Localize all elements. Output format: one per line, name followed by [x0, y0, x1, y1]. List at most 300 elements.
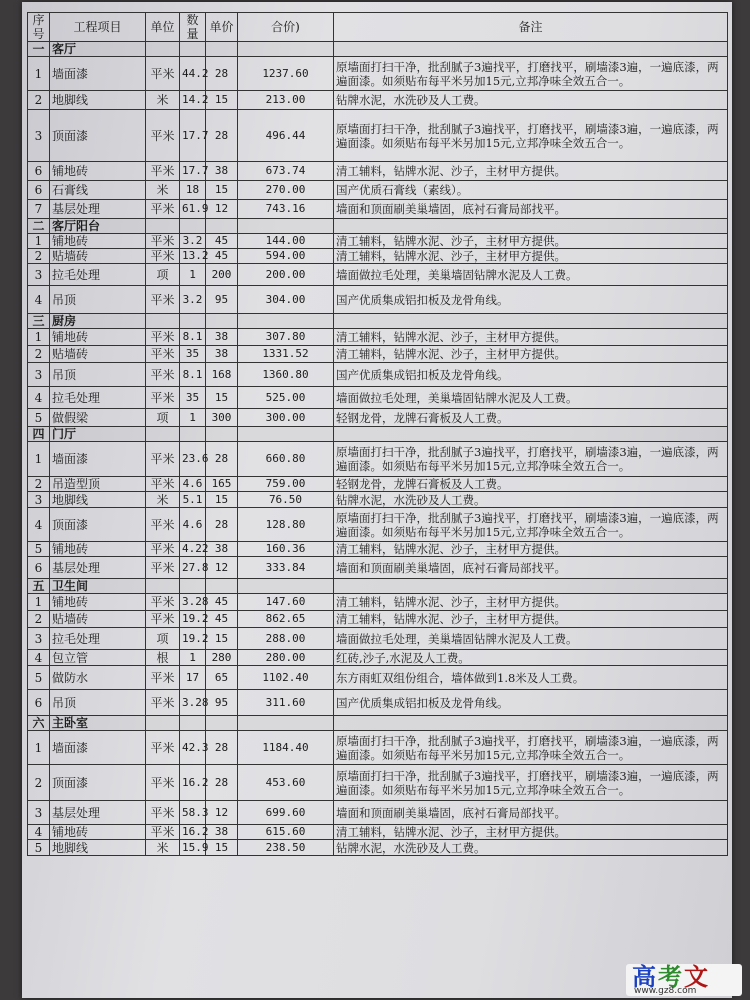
- cell-qty: 13.2: [180, 249, 206, 264]
- cell-qty: 19.2: [180, 628, 206, 650]
- cell-qty: 19.2: [180, 611, 206, 628]
- cell-seq: 5: [28, 840, 50, 856]
- cell-price: 15: [206, 387, 238, 409]
- cell-price: 300: [206, 409, 238, 427]
- cell-item: 顶面漆: [50, 508, 146, 542]
- cell-total: 144.00: [238, 234, 334, 249]
- cell-seq: 4: [28, 825, 50, 840]
- table-row: [28, 731, 728, 765]
- table-row: [28, 508, 728, 542]
- cell-seq: 5: [28, 409, 50, 427]
- cell-unit: 项: [146, 409, 180, 427]
- cell-seq: 1: [28, 329, 50, 346]
- cell-qty: 4.6: [180, 508, 206, 542]
- cell-qty: 27.8: [180, 557, 206, 579]
- cell-total: 525.00: [238, 387, 334, 409]
- cell-qty: 35: [180, 387, 206, 409]
- cell-seq: 6: [28, 181, 50, 200]
- cell-note: 钻牌水泥，水洗砂及人工费。: [334, 91, 728, 110]
- cell-note: 墙面做拉毛处理，美巢墙固钻牌水泥及人工费。: [334, 628, 728, 650]
- cell-price: 280: [206, 650, 238, 666]
- cell-seq: 3: [28, 628, 50, 650]
- cell-note: 清工辅料，钻牌水泥、沙子，主材甲方提供。: [334, 329, 728, 346]
- cell-unit: 平米: [146, 477, 180, 492]
- cell-seq: 3: [28, 264, 50, 286]
- cell-item: 吊顶: [50, 690, 146, 716]
- cell-unit: 平米: [146, 57, 180, 91]
- cell-total: 270.00: [238, 181, 334, 200]
- cell-note: 墙面和顶面刷美巢墙固，底衬石膏局部找平。: [334, 200, 728, 219]
- cell-price: 200: [206, 264, 238, 286]
- cell-total: 453.60: [238, 765, 334, 801]
- cell-note: 墙面做拉毛处理，美巢墙固钻牌水泥及人工费。: [334, 264, 728, 286]
- cell-note: 原墙面打扫干净，批刮腻子3遍找平，打磨找平，刷墙漆3遍，一遍底漆，两遍面漆。如须贴布每平米另加15元,立邦净味全效五合一。: [334, 57, 728, 91]
- cell-item: 铺地砖: [50, 329, 146, 346]
- table-row: [28, 557, 728, 579]
- cell-seq: 5: [28, 666, 50, 690]
- cell-price: 12: [206, 557, 238, 579]
- empty-cell: [180, 716, 206, 731]
- cell-price: 28: [206, 110, 238, 162]
- cell-qty: 8.1: [180, 329, 206, 346]
- empty-cell: [146, 716, 180, 731]
- cell-price: 28: [206, 731, 238, 765]
- cell-seq: 1: [28, 442, 50, 477]
- table-row: [28, 825, 728, 840]
- cell-item: 铺地砖: [50, 594, 146, 611]
- cell-qty: 18: [180, 181, 206, 200]
- cell-item: 墙面漆: [50, 57, 146, 91]
- cell-total: 1360.80: [238, 363, 334, 387]
- cell-total: 333.84: [238, 557, 334, 579]
- cell-note: 钻牌水泥，水洗砂及人工费。: [334, 492, 728, 508]
- cell-price: 28: [206, 57, 238, 91]
- cell-unit: 平米: [146, 731, 180, 765]
- site-watermark: [626, 964, 742, 996]
- cell-qty: 15.9: [180, 840, 206, 856]
- cell-qty: 3.28: [180, 690, 206, 716]
- empty-cell: [238, 219, 334, 234]
- table-row: [28, 409, 728, 427]
- table-row: [28, 840, 728, 856]
- table-row: [28, 442, 728, 477]
- cell-unit: 平米: [146, 611, 180, 628]
- cell-total: 615.60: [238, 825, 334, 840]
- cell-seq: 4: [28, 286, 50, 314]
- table-row: [28, 249, 728, 264]
- cell-total: 1184.40: [238, 731, 334, 765]
- table-row: [28, 162, 728, 181]
- empty-cell: [238, 716, 334, 731]
- table-row: [28, 346, 728, 363]
- cell-total: 660.80: [238, 442, 334, 477]
- header-unit: 单位: [146, 13, 180, 42]
- cell-seq: 7: [28, 200, 50, 219]
- table-row: [28, 650, 728, 666]
- section-number: 一: [28, 42, 50, 57]
- cell-item: 贴墙砖: [50, 611, 146, 628]
- cell-item: 吊造型顶: [50, 477, 146, 492]
- cell-seq: 1: [28, 57, 50, 91]
- cell-unit: 平米: [146, 200, 180, 219]
- cell-unit: 平米: [146, 110, 180, 162]
- cell-total: 1102.40: [238, 666, 334, 690]
- cell-unit: 平米: [146, 442, 180, 477]
- cell-qty: 4.22: [180, 542, 206, 557]
- cell-unit: 平米: [146, 249, 180, 264]
- cell-note: 清工辅料，钻牌水泥、沙子，主材甲方提供。: [334, 825, 728, 840]
- cell-seq: 1: [28, 731, 50, 765]
- empty-cell: [238, 427, 334, 442]
- cell-seq: 4: [28, 387, 50, 409]
- cell-note: 原墙面打扫干净，批刮腻子3遍找平，打磨找平，刷墙漆3遍，一遍底漆，两遍面漆。如须贴布每平米另加15元,立邦净味全效五合一。: [334, 508, 728, 542]
- cell-seq: 6: [28, 557, 50, 579]
- cell-seq: 4: [28, 508, 50, 542]
- cell-total: 743.16: [238, 200, 334, 219]
- cell-unit: 平米: [146, 346, 180, 363]
- cell-seq: 4: [28, 650, 50, 666]
- cell-qty: 14.2: [180, 91, 206, 110]
- cell-total: 238.50: [238, 840, 334, 856]
- section-number: 二: [28, 219, 50, 234]
- cell-note: 清工辅料，钻牌水泥、沙子，主材甲方提供。: [334, 162, 728, 181]
- table-row: [28, 264, 728, 286]
- empty-cell: [146, 219, 180, 234]
- cell-unit: 平米: [146, 690, 180, 716]
- watermark-url: www.gz8.com: [634, 986, 697, 996]
- cell-unit: 平米: [146, 801, 180, 825]
- section-name: 主卧室: [50, 716, 146, 731]
- cell-total: 759.00: [238, 477, 334, 492]
- cell-price: 28: [206, 442, 238, 477]
- table-row: [28, 110, 728, 162]
- cell-item: 拉毛处理: [50, 264, 146, 286]
- cell-note: 原墙面打扫干净，批刮腻子3遍找平，打磨找平，刷墙漆3遍，一遍底漆，两遍面漆。如须贴布每平米另加15元,立邦净味全效五合一。: [334, 731, 728, 765]
- cell-price: 15: [206, 181, 238, 200]
- cell-note: 原墙面打扫干净，批刮腻子3遍找平，打磨找平，刷墙漆3遍，一遍底漆，两遍面漆。如须贴布每平米另加15元,立邦净味全效五合一。: [334, 110, 728, 162]
- cell-item: 地脚线: [50, 492, 146, 508]
- section-name: 客厅: [50, 42, 146, 57]
- section-number: 五: [28, 579, 50, 594]
- cell-note: 墙面做拉毛处理，美巢墙固钻牌水泥及人工费。: [334, 387, 728, 409]
- table-body: [28, 42, 728, 856]
- cell-seq: 3: [28, 492, 50, 508]
- cell-price: 95: [206, 286, 238, 314]
- cell-unit: 平米: [146, 329, 180, 346]
- cell-note: 原墙面打扫干净，批刮腻子3遍找平，打磨找平，刷墙漆3遍，一遍底漆，两遍面漆。如须贴布每平米另加15元,立邦净味全效五合一。: [334, 765, 728, 801]
- cell-qty: 17: [180, 666, 206, 690]
- cell-note: 红砖,沙子,水泥及人工费。: [334, 650, 728, 666]
- cell-unit: 平米: [146, 765, 180, 801]
- table-row: [28, 801, 728, 825]
- cell-qty: 5.1: [180, 492, 206, 508]
- cell-note: 清工辅料，钻牌水泥、沙子，主材甲方提供。: [334, 611, 728, 628]
- cell-total: 673.74: [238, 162, 334, 181]
- cell-unit: 平米: [146, 234, 180, 249]
- cell-total: 699.60: [238, 801, 334, 825]
- cell-qty: 61.9: [180, 200, 206, 219]
- table-row: [28, 594, 728, 611]
- cell-total: 160.36: [238, 542, 334, 557]
- table-row: [28, 91, 728, 110]
- section-name: 客厅阳台: [50, 219, 146, 234]
- header-seq: 序号: [28, 13, 50, 42]
- cell-unit: 平米: [146, 594, 180, 611]
- cell-note: 东方雨虹双组份组合，墙体做到1.8米及人工费。: [334, 666, 728, 690]
- cell-total: 1331.52: [238, 346, 334, 363]
- cell-seq: 3: [28, 110, 50, 162]
- empty-cell: [180, 314, 206, 329]
- cell-seq: 3: [28, 363, 50, 387]
- cell-total: 128.80: [238, 508, 334, 542]
- cell-unit: 平米: [146, 542, 180, 557]
- table-row: [28, 477, 728, 492]
- table-row: [28, 492, 728, 508]
- cell-unit: 项: [146, 264, 180, 286]
- cell-seq: 2: [28, 346, 50, 363]
- empty-cell: [180, 427, 206, 442]
- section-row: [28, 579, 728, 594]
- empty-cell: [180, 579, 206, 594]
- section-row: [28, 427, 728, 442]
- table-row: [28, 363, 728, 387]
- cell-qty: 44.2: [180, 57, 206, 91]
- header-qty: 数量: [180, 13, 206, 42]
- cell-item: 基层处理: [50, 801, 146, 825]
- cell-total: 307.80: [238, 329, 334, 346]
- cell-seq: 2: [28, 765, 50, 801]
- empty-cell: [206, 427, 238, 442]
- empty-cell: [206, 219, 238, 234]
- cell-price: 168: [206, 363, 238, 387]
- table-row: [28, 765, 728, 801]
- empty-cell: [206, 716, 238, 731]
- section-name: 门厅: [50, 427, 146, 442]
- cell-item: 基层处理: [50, 557, 146, 579]
- section-number: 四: [28, 427, 50, 442]
- cell-total: 311.60: [238, 690, 334, 716]
- cell-price: 12: [206, 200, 238, 219]
- cell-note: 墙面和顶面刷美巢墙固，底衬石膏局部找平。: [334, 801, 728, 825]
- cell-unit: 平米: [146, 825, 180, 840]
- cell-unit: 平米: [146, 363, 180, 387]
- table-row: [28, 690, 728, 716]
- section-name: 厨房: [50, 314, 146, 329]
- cell-total: 862.65: [238, 611, 334, 628]
- empty-cell: [146, 579, 180, 594]
- section-row: [28, 42, 728, 57]
- empty-cell: [206, 579, 238, 594]
- cell-price: 38: [206, 329, 238, 346]
- cell-qty: 1: [180, 264, 206, 286]
- cell-qty: 16.2: [180, 765, 206, 801]
- section-number: 三: [28, 314, 50, 329]
- cell-item: 顶面漆: [50, 765, 146, 801]
- empty-cell: [334, 427, 728, 442]
- cell-seq: 6: [28, 162, 50, 181]
- empty-cell: [238, 314, 334, 329]
- cell-unit: 米: [146, 91, 180, 110]
- watermark-logo: 高考文: [632, 962, 710, 991]
- empty-cell: [180, 219, 206, 234]
- header-note: 备注: [334, 13, 728, 42]
- cell-seq: 2: [28, 611, 50, 628]
- cell-total: 300.00: [238, 409, 334, 427]
- cell-item: 石膏线: [50, 181, 146, 200]
- cell-price: 65: [206, 666, 238, 690]
- cell-qty: 35: [180, 346, 206, 363]
- cell-item: 拉毛处理: [50, 387, 146, 409]
- cell-unit: 平米: [146, 286, 180, 314]
- cell-total: 1237.60: [238, 57, 334, 91]
- cell-item: 墙面漆: [50, 442, 146, 477]
- table-row: [28, 200, 728, 219]
- cell-seq: 2: [28, 249, 50, 264]
- cell-price: 38: [206, 162, 238, 181]
- cell-note: 国产优质集成铝扣板及龙骨角线。: [334, 363, 728, 387]
- cell-total: 594.00: [238, 249, 334, 264]
- table-row: [28, 611, 728, 628]
- cell-unit: 平米: [146, 508, 180, 542]
- cell-note: 墙面和顶面刷美巢墙固，底衬石膏局部找平。: [334, 557, 728, 579]
- cell-total: 213.00: [238, 91, 334, 110]
- cell-qty: 1: [180, 409, 206, 427]
- cell-total: 304.00: [238, 286, 334, 314]
- quotation-sheet: [22, 2, 732, 998]
- cell-price: 15: [206, 91, 238, 110]
- cell-price: 15: [206, 840, 238, 856]
- cell-item: 贴墙砖: [50, 346, 146, 363]
- cell-price: 45: [206, 249, 238, 264]
- cell-seq: 1: [28, 594, 50, 611]
- cell-qty: 3.2: [180, 286, 206, 314]
- cell-seq: 1: [28, 234, 50, 249]
- cell-item: 包立管: [50, 650, 146, 666]
- cell-note: 国产优质集成铝扣板及龙骨角线。: [334, 286, 728, 314]
- empty-cell: [146, 314, 180, 329]
- cell-seq: 5: [28, 542, 50, 557]
- empty-cell: [238, 579, 334, 594]
- cell-price: 15: [206, 492, 238, 508]
- cell-note: 清工辅料，钻牌水泥、沙子，主材甲方提供。: [334, 542, 728, 557]
- empty-cell: [206, 314, 238, 329]
- cut-off-header-text: [27, 2, 717, 12]
- quotation-table: [27, 12, 728, 856]
- cell-note: 原墙面打扫干净，批刮腻子3遍找平，打磨找平，刷墙漆3遍，一遍底漆，两遍面漆。如须贴布每平米另加15元,立邦净味全效五合一。: [334, 442, 728, 477]
- cell-seq: 3: [28, 801, 50, 825]
- empty-cell: [334, 42, 728, 57]
- cell-qty: 23.6: [180, 442, 206, 477]
- cell-item: 地脚线: [50, 840, 146, 856]
- cell-price: 95: [206, 690, 238, 716]
- empty-cell: [146, 42, 180, 57]
- table-header-row: [28, 13, 728, 42]
- header-item: 工程项目: [50, 13, 146, 42]
- cell-unit: 平米: [146, 666, 180, 690]
- cell-item: 做防水: [50, 666, 146, 690]
- cell-note: 清工辅料，钻牌水泥、沙子，主材甲方提供。: [334, 594, 728, 611]
- empty-cell: [206, 42, 238, 57]
- cell-price: 15: [206, 628, 238, 650]
- cell-note: 钻牌水泥，水洗砂及人工费。: [334, 840, 728, 856]
- cell-total: 147.60: [238, 594, 334, 611]
- cell-item: 拉毛处理: [50, 628, 146, 650]
- header-total: 合价): [238, 13, 334, 42]
- cell-note: 轻钢龙骨，龙牌石膏板及人工费。: [334, 477, 728, 492]
- cell-qty: 42.3: [180, 731, 206, 765]
- cell-item: 铺地砖: [50, 825, 146, 840]
- cell-item: 地脚线: [50, 91, 146, 110]
- cell-total: 200.00: [238, 264, 334, 286]
- cell-note: 清工辅料，钻牌水泥、沙子，主材甲方提供。: [334, 249, 728, 264]
- cell-item: 铺地砖: [50, 542, 146, 557]
- empty-cell: [334, 314, 728, 329]
- cell-price: 38: [206, 825, 238, 840]
- cell-price: 45: [206, 611, 238, 628]
- empty-cell: [334, 219, 728, 234]
- empty-cell: [180, 42, 206, 57]
- cell-item: 做假梁: [50, 409, 146, 427]
- cell-qty: 58.3: [180, 801, 206, 825]
- cell-total: 496.44: [238, 110, 334, 162]
- cell-note: 清工辅料，钻牌水泥、沙子，主材甲方提供。: [334, 346, 728, 363]
- cell-qty: 17.7: [180, 110, 206, 162]
- cell-qty: 3.2: [180, 234, 206, 249]
- table-row: [28, 628, 728, 650]
- table-row: [28, 329, 728, 346]
- table-row: [28, 234, 728, 249]
- cell-seq: 2: [28, 477, 50, 492]
- table-row: [28, 286, 728, 314]
- section-row: [28, 314, 728, 329]
- cell-price: 45: [206, 594, 238, 611]
- cell-price: 45: [206, 234, 238, 249]
- header-price: 单价: [206, 13, 238, 42]
- cell-qty: 4.6: [180, 477, 206, 492]
- cell-unit: 项: [146, 628, 180, 650]
- cell-seq: 2: [28, 91, 50, 110]
- cell-total: 288.00: [238, 628, 334, 650]
- cell-price: 12: [206, 801, 238, 825]
- empty-cell: [238, 42, 334, 57]
- table-row: [28, 387, 728, 409]
- table-row: [28, 542, 728, 557]
- cell-item: 吊顶: [50, 363, 146, 387]
- section-row: [28, 219, 728, 234]
- cell-total: 280.00: [238, 650, 334, 666]
- cell-unit: 米: [146, 181, 180, 200]
- cell-total: 76.50: [238, 492, 334, 508]
- table-row: [28, 666, 728, 690]
- cell-note: 清工辅料，钻牌水泥、沙子，主材甲方提供。: [334, 234, 728, 249]
- cell-price: 165: [206, 477, 238, 492]
- table-row: [28, 181, 728, 200]
- cell-item: 铺地砖: [50, 234, 146, 249]
- section-row: [28, 716, 728, 731]
- empty-cell: [334, 716, 728, 731]
- empty-cell: [146, 427, 180, 442]
- cell-item: 吊顶: [50, 286, 146, 314]
- cell-price: 38: [206, 542, 238, 557]
- cell-note: 国产优质集成铝扣板及龙骨角线。: [334, 690, 728, 716]
- empty-cell: [334, 579, 728, 594]
- cell-note: 国产优质石膏线（素线）。: [334, 181, 728, 200]
- cell-note: 轻钢龙骨，龙牌石膏板及人工费。: [334, 409, 728, 427]
- cell-qty: 1: [180, 650, 206, 666]
- cell-qty: 8.1: [180, 363, 206, 387]
- cell-item: 墙面漆: [50, 731, 146, 765]
- cell-price: 38: [206, 346, 238, 363]
